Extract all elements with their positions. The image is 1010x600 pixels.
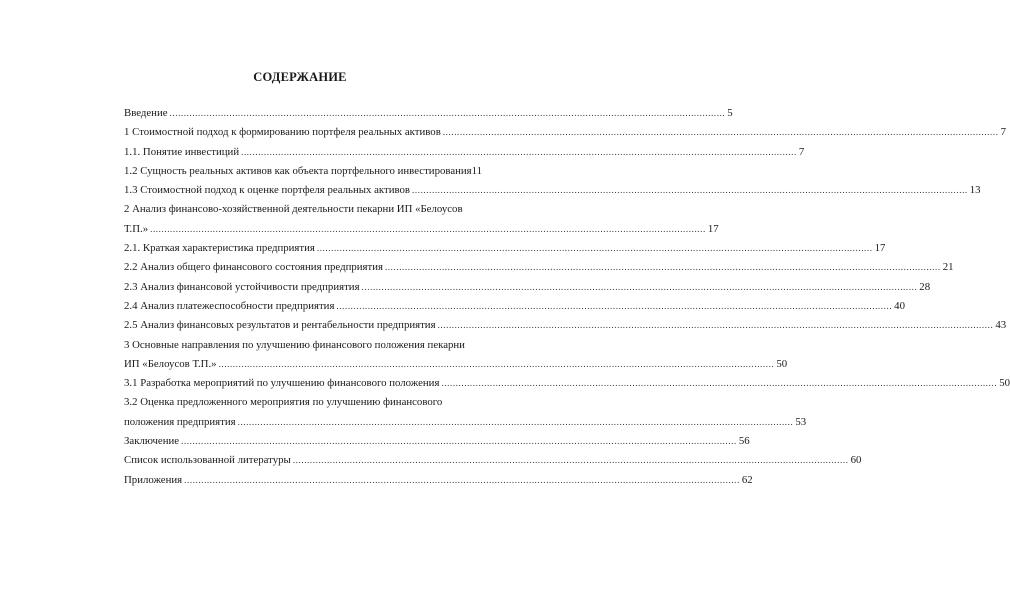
table-of-contents bbox=[124, 104, 1010, 490]
toc-page-number: 40 bbox=[894, 299, 905, 312]
page-title: СОДЕРЖАНИЕ bbox=[253, 70, 347, 84]
dot-leader bbox=[241, 143, 797, 162]
toc-entry[interactable] bbox=[124, 451, 862, 470]
toc-page-number: 28 bbox=[919, 280, 931, 293]
toc-entry-label: 1.2 Сущность реальных активов как объекта портфельного инвестирования bbox=[124, 164, 472, 177]
toc-entry-label: 2.2 Анализ общего финансового состояния предприятия bbox=[124, 261, 383, 274]
toc-entry[interactable] bbox=[124, 181, 981, 200]
toc-entry-label: 2.5 Анализ финансовых результатов и рентабельности предприятия bbox=[124, 319, 436, 332]
toc-entry[interactable] bbox=[124, 278, 931, 297]
toc-entry-label: 1 Стоимостной подход к формированию портфеля реальных активов bbox=[124, 126, 441, 139]
toc-entry-label: 2.4 Анализ платежеспособности предприятия bbox=[124, 299, 335, 312]
toc-entry-label: 1.1. Понятие инвестиций bbox=[124, 145, 240, 158]
toc-page-number: 50 bbox=[776, 357, 788, 370]
toc-entry-line[interactable]: 2 Анализ финансово-хозяйственной деятельности пекарни ИП «Белоусов bbox=[124, 203, 463, 216]
toc-entry[interactable] bbox=[124, 239, 886, 258]
toc-entry[interactable] bbox=[124, 471, 753, 490]
toc-page-number: 53 bbox=[795, 415, 807, 428]
dot-leader bbox=[184, 471, 740, 490]
dot-leader bbox=[150, 220, 706, 239]
toc-page-number: 43 bbox=[995, 319, 1007, 332]
toc-entry[interactable] bbox=[124, 143, 805, 162]
toc-entry[interactable] bbox=[124, 104, 733, 123]
dot-leader bbox=[441, 374, 997, 393]
dot-leader bbox=[317, 239, 873, 258]
toc-entry[interactable] bbox=[124, 374, 1010, 393]
toc-entry[interactable] bbox=[124, 432, 750, 451]
toc-entry[interactable] bbox=[124, 413, 807, 432]
toc-entry-label: 2.3 Анализ финансовой устойчивости предприятия bbox=[124, 280, 360, 293]
dot-leader bbox=[443, 123, 999, 142]
toc-entry-label: положения предприятия bbox=[124, 415, 236, 428]
toc-page-number: 62 bbox=[741, 473, 753, 486]
toc-entry-label: 1.3 Стоимостной подход к оценке портфеля реальных активов bbox=[124, 184, 411, 197]
dot-leader bbox=[336, 297, 892, 316]
toc-entry-label: Приложения bbox=[124, 473, 183, 486]
toc-entry-label: Список использованной литературы bbox=[124, 454, 291, 467]
toc-entry[interactable] bbox=[124, 220, 719, 239]
dot-leader bbox=[181, 432, 737, 451]
dot-leader bbox=[238, 413, 794, 432]
dot-leader bbox=[438, 316, 994, 335]
toc-entry[interactable] bbox=[124, 258, 954, 277]
toc-page-number: 60 bbox=[850, 454, 862, 467]
toc-entry[interactable] bbox=[124, 316, 1007, 335]
toc-entry-label: Т.П.» bbox=[124, 222, 149, 235]
dot-leader bbox=[385, 258, 941, 277]
toc-page-number: 17 bbox=[707, 222, 719, 235]
dot-leader bbox=[293, 451, 849, 470]
toc-page-number: 17 bbox=[874, 242, 886, 255]
toc-entry-label: 3.1 Разработка мероприятий по улучшению финансового положения bbox=[124, 377, 440, 390]
dot-leader bbox=[362, 278, 918, 297]
toc-page-number: 7 bbox=[1000, 126, 1006, 139]
toc-entry-label: Введение bbox=[124, 107, 168, 119]
toc-entry-label: 2.1. Краткая характеристика предприятия bbox=[124, 242, 315, 255]
toc-entry-label: Заключение bbox=[124, 435, 180, 448]
dot-leader bbox=[170, 104, 726, 123]
dot-leader bbox=[219, 355, 775, 374]
toc-page-number: 11 bbox=[471, 164, 483, 177]
toc-entry[interactable] bbox=[124, 162, 500, 181]
dot-leader bbox=[412, 181, 968, 200]
toc-page-number: 13 bbox=[969, 184, 981, 197]
toc-entry[interactable] bbox=[124, 297, 905, 316]
toc-entry-line[interactable]: 3.2 Оценка предложенного мероприятия по улучшению финансового bbox=[124, 396, 443, 409]
toc-entry[interactable] bbox=[124, 123, 1006, 142]
toc-page-number: 50 bbox=[999, 377, 1010, 390]
toc-page-number: 7 bbox=[798, 145, 805, 158]
toc-page-number: 21 bbox=[942, 261, 954, 274]
toc-entry-line[interactable]: 3 Основные направления по улучшению финансового положения пекарни bbox=[124, 338, 465, 351]
toc-entry[interactable] bbox=[124, 355, 788, 374]
toc-page-number: 5 bbox=[727, 107, 733, 119]
toc-page-number: 56 bbox=[738, 435, 750, 448]
toc-entry-label: ИП «Белоусов Т.П.» bbox=[124, 357, 217, 370]
